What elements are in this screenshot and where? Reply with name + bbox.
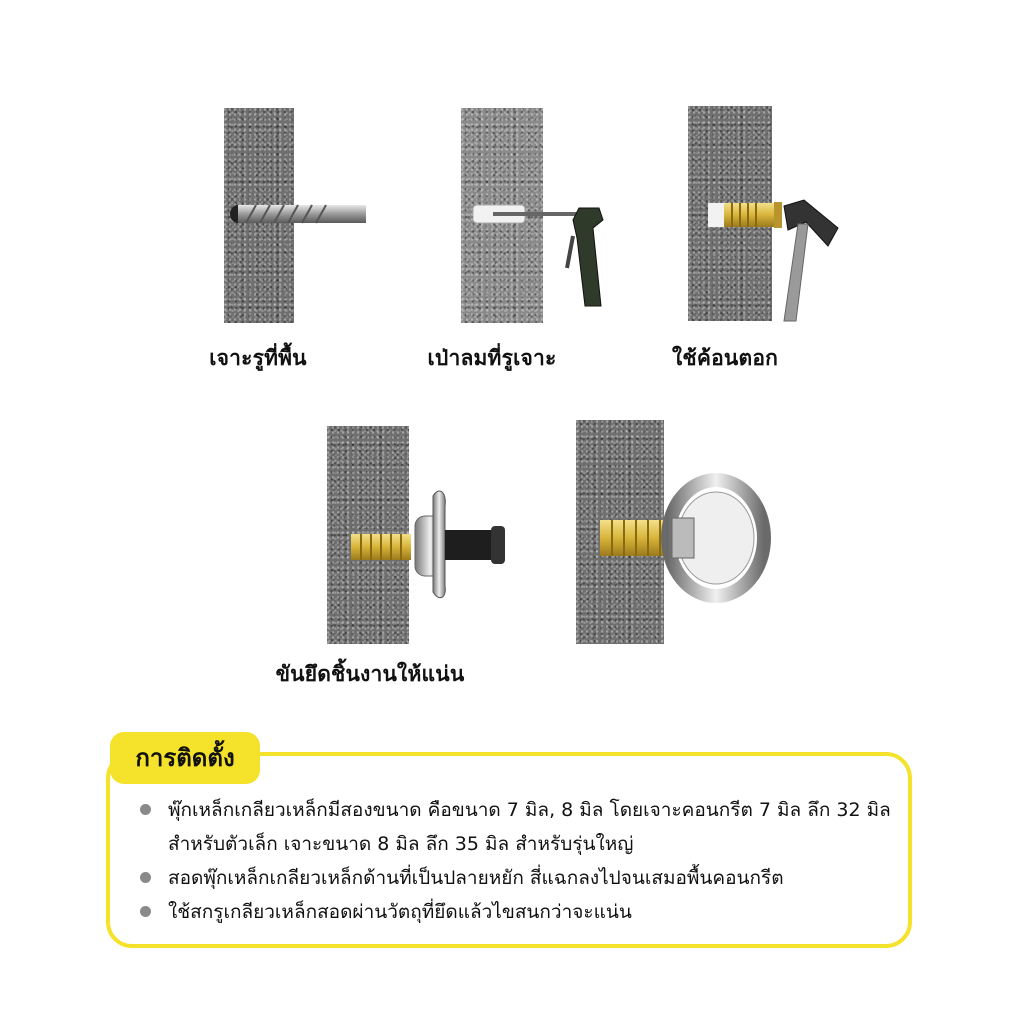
installation-list [140, 793, 900, 929]
step-air-blow [461, 108, 611, 323]
bolt-clamp-icon [327, 426, 517, 644]
drill-bit-icon [224, 108, 374, 323]
list-item-text: พุ๊กเหล็กเกลียวเหล็กมีสองขนาด คือขนาด 7 มิล, 8 มิล โดยเจาะคอนกรีต 7 มิล ลึก 32 มิล สำหรับตัวเล็ก เจาะขนาด 8 มิล ลึก 35 มิล สำหรับรุ่นใหญ่ [168, 799, 891, 855]
hammer-icon [688, 106, 843, 321]
step-finished [576, 420, 766, 644]
list-item [140, 861, 900, 895]
step-drill [224, 108, 374, 323]
step-caption: ใช้ค้อนตอก [671, 346, 779, 370]
step-caption: ขันยึดชิ้นงานให้แน่น [275, 662, 465, 686]
pipe-clamp-icon [576, 420, 766, 644]
step-tighten [327, 426, 517, 644]
bullet-icon [140, 804, 151, 815]
step-caption: เจาะรูที่พื้น [209, 346, 307, 370]
bullet-icon [140, 906, 151, 917]
step-hammer [688, 106, 843, 321]
step-caption: เป่าลมที่รูเจาะ [427, 346, 557, 370]
list-item-text: สอดพุ๊กเหล็กเกลียวเหล็กด้านที่เป็นปลายหยัก สี่แฉกลงไปจนเสมอพื้นคอนกรีต [168, 867, 784, 889]
installation-title: การติดตั้ง [110, 732, 260, 784]
list-item-text: ใช้สกรูเกลียวเหล็กสอดผ่านวัตถุที่ยึดแล้วไขสนกว่าจะแน่น [168, 901, 632, 923]
air-blow-gun-icon [461, 108, 611, 323]
list-item [140, 895, 900, 929]
bullet-icon [140, 872, 151, 883]
list-item [140, 793, 900, 861]
